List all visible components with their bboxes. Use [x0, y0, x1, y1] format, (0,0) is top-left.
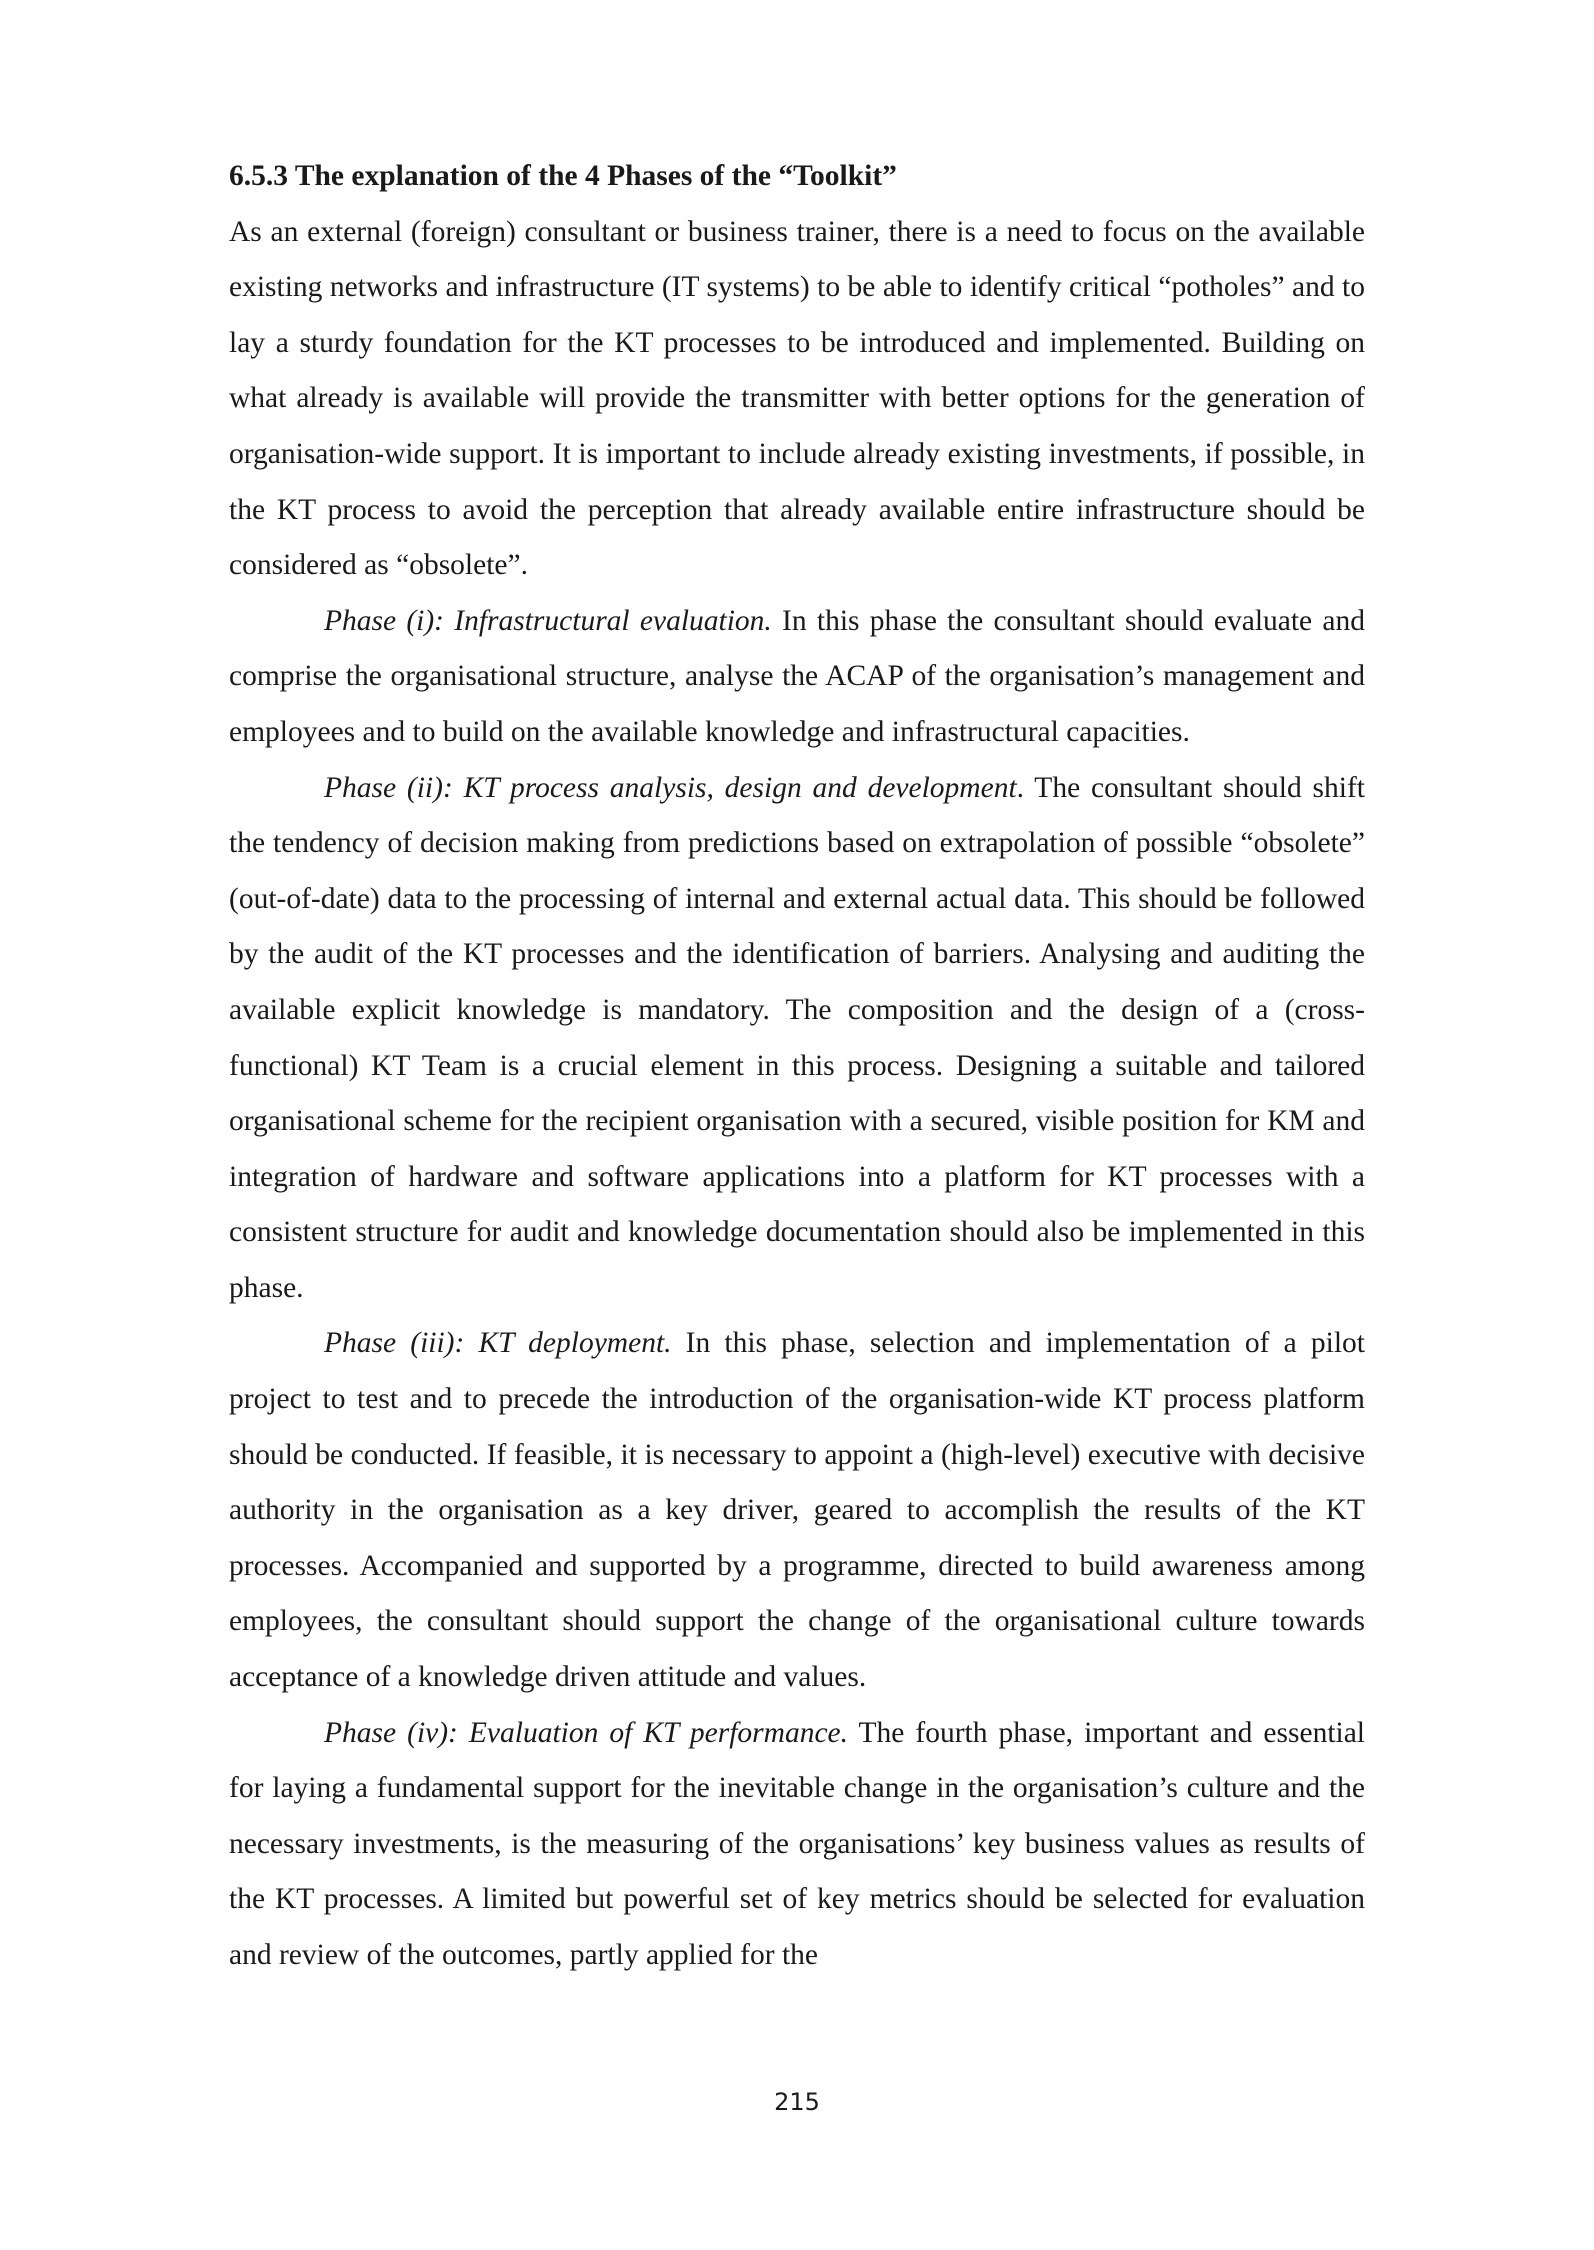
- intro-paragraph: As an external (foreign) consultant or business trainer, there is a need to focus on the available existing networks and infrastructure (IT systems) to be able to identify critical “potholes” and to lay a sturdy foundation for the KT processes to be introduced and implemented. Building on what already is available will provide the transmitter with better options for the generation of organisation-wide support. It is important to include already existing investments, if possible, in the KT process to avoid the perception that already available entire infrastructure should be considered as “obsolete”.: [229, 215, 1365, 582]
- phase-3-label: Phase (iii): KT deployment.: [324, 1327, 672, 1360]
- phase-2-paragraph: [229, 761, 1365, 1317]
- phase-1-paragraph: [229, 594, 1365, 761]
- page-body: [229, 149, 1365, 1984]
- phase-3-text: In this phase, selection and implementation of a pilot project to test and to precede the introduction of the organisation-wide KT process platform should be conducted. If feasible, it is necessary to appoint a (high-level) executive with decisive authority in the organisation as a key driver, geared to accomplish the results of the KT processes. Accompanied and supported by a programme, directed to build awareness among employees, the consultant should support the change of the organisational culture towards acceptance of a knowledge driven attitude and values.: [229, 1327, 1365, 1694]
- phase-4-paragraph: [229, 1706, 1365, 1984]
- phase-2-label: Phase (ii): KT process analysis, design and development: [324, 771, 1017, 804]
- phase-1-text: In this phase the consultant should evaluate and comprise the organisational structure, analyse the ACAP of the organisation’s management and employees and to build on the available knowledge and infrastructural capacities.: [229, 604, 1365, 748]
- section-heading: 6.5.3 The explanation of the 4 Phases of the “Toolkit”: [229, 160, 897, 192]
- page-number: 215: [774, 2088, 820, 2116]
- phase-2-text: . The consultant should shift the tendency of decision making from predictions based on extrapolation of possible “obsolete” (out-of-date) data to the processing of internal and external actual data. This should be followed by the audit of the KT processes and the identification of barriers. Analysing and auditing the available explicit knowledge is mandatory. The composition and the design of a (cross-functional) KT Team is a crucial element in this process. Designing a suitable and tailored organisational scheme for the recipient organisation with a secured, visible position for KM and integration of hardware and software applications into a platform for KT processes with a consistent structure for audit and knowledge documentation should also be implemented in this phase.: [229, 771, 1365, 1304]
- phase-4-label: Phase (iv): Evaluation of KT performance.: [324, 1716, 849, 1749]
- phase-4-text: The fourth phase, important and essential for laying a fundamental support for the inevitable change in the organisation’s culture and the necessary investments, is the measuring of the organisations’ key business values as results of the KT processes. A limited but powerful set of key metrics should be selected for evaluation and review of the outcomes, partly applied for the: [229, 1716, 1365, 1971]
- phase-3-paragraph: [229, 1316, 1365, 1705]
- phase-1-label: Phase (i): Infrastructural evaluation.: [324, 604, 772, 637]
